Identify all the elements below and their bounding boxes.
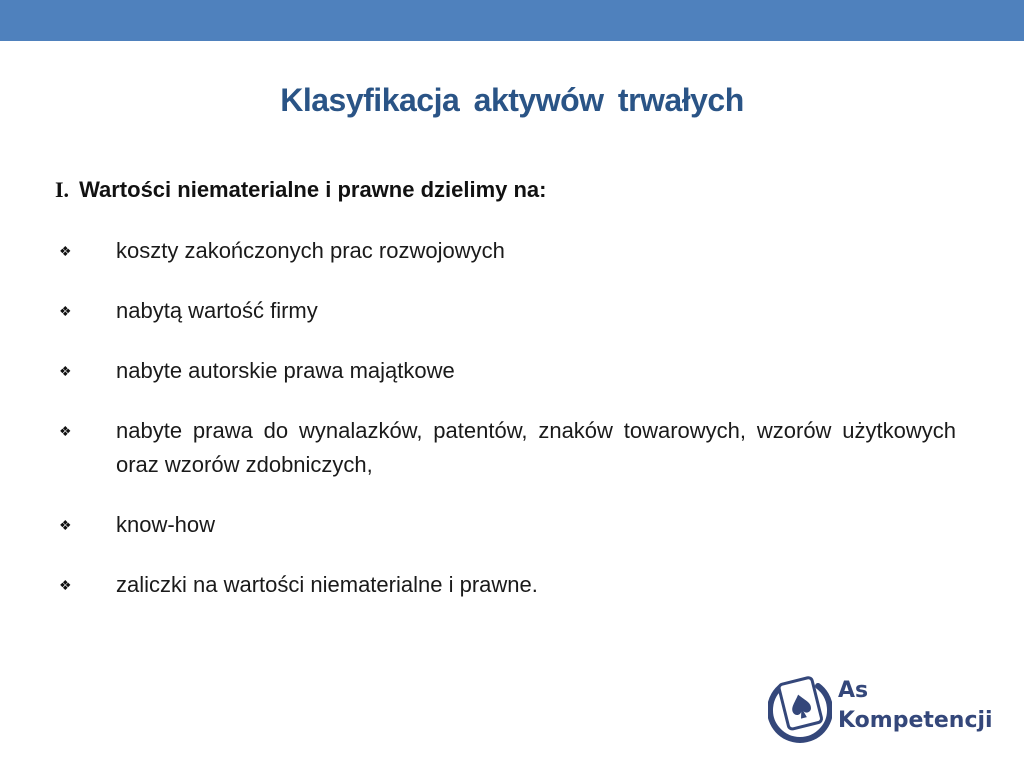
list-item-text: zaliczki na wartości niematerialne i prawne. bbox=[116, 572, 538, 597]
logo-line-2: Kompetencji bbox=[838, 708, 993, 733]
list-item bbox=[55, 294, 956, 328]
diamond-bullet-icon: ❖ bbox=[59, 517, 72, 533]
list-item-text: know-how bbox=[116, 512, 216, 537]
logo-text bbox=[838, 676, 993, 736]
list-item bbox=[55, 508, 956, 542]
card-spade-icon bbox=[768, 672, 832, 744]
list-item bbox=[55, 354, 956, 388]
section-heading bbox=[55, 177, 955, 203]
list-item bbox=[55, 414, 956, 482]
slide-title: Klasyfikacja aktywów trwałych bbox=[280, 82, 744, 118]
diamond-bullet-icon: ❖ bbox=[59, 243, 72, 259]
list-item-text: koszty zakończonych prac rozwojowych bbox=[116, 238, 505, 263]
list-item-text: nabyte prawa do wynalazków, patentów, znaków towarowych, wzorów użytkowych oraz wzorów zdobniczych, bbox=[116, 418, 956, 477]
diamond-bullet-icon: ❖ bbox=[59, 577, 72, 593]
as-kompetencji-logo bbox=[768, 668, 998, 748]
diamond-bullet-icon: ❖ bbox=[59, 423, 72, 439]
diamond-bullet-icon: ❖ bbox=[59, 363, 72, 379]
bullet-list bbox=[55, 234, 956, 628]
diamond-bullet-icon: ❖ bbox=[59, 303, 72, 319]
list-item bbox=[55, 568, 956, 602]
top-bar bbox=[0, 0, 1024, 41]
list-item bbox=[55, 234, 956, 268]
logo-line-1: As bbox=[838, 678, 869, 703]
list-item-text: nabyte autorskie prawa majątkowe bbox=[116, 358, 455, 383]
list-item-text: nabytą wartość firmy bbox=[116, 298, 318, 323]
section-heading-text: Wartości niematerialne i prawne dzielimy na: bbox=[79, 177, 547, 202]
section-numeral: I. bbox=[55, 177, 70, 202]
